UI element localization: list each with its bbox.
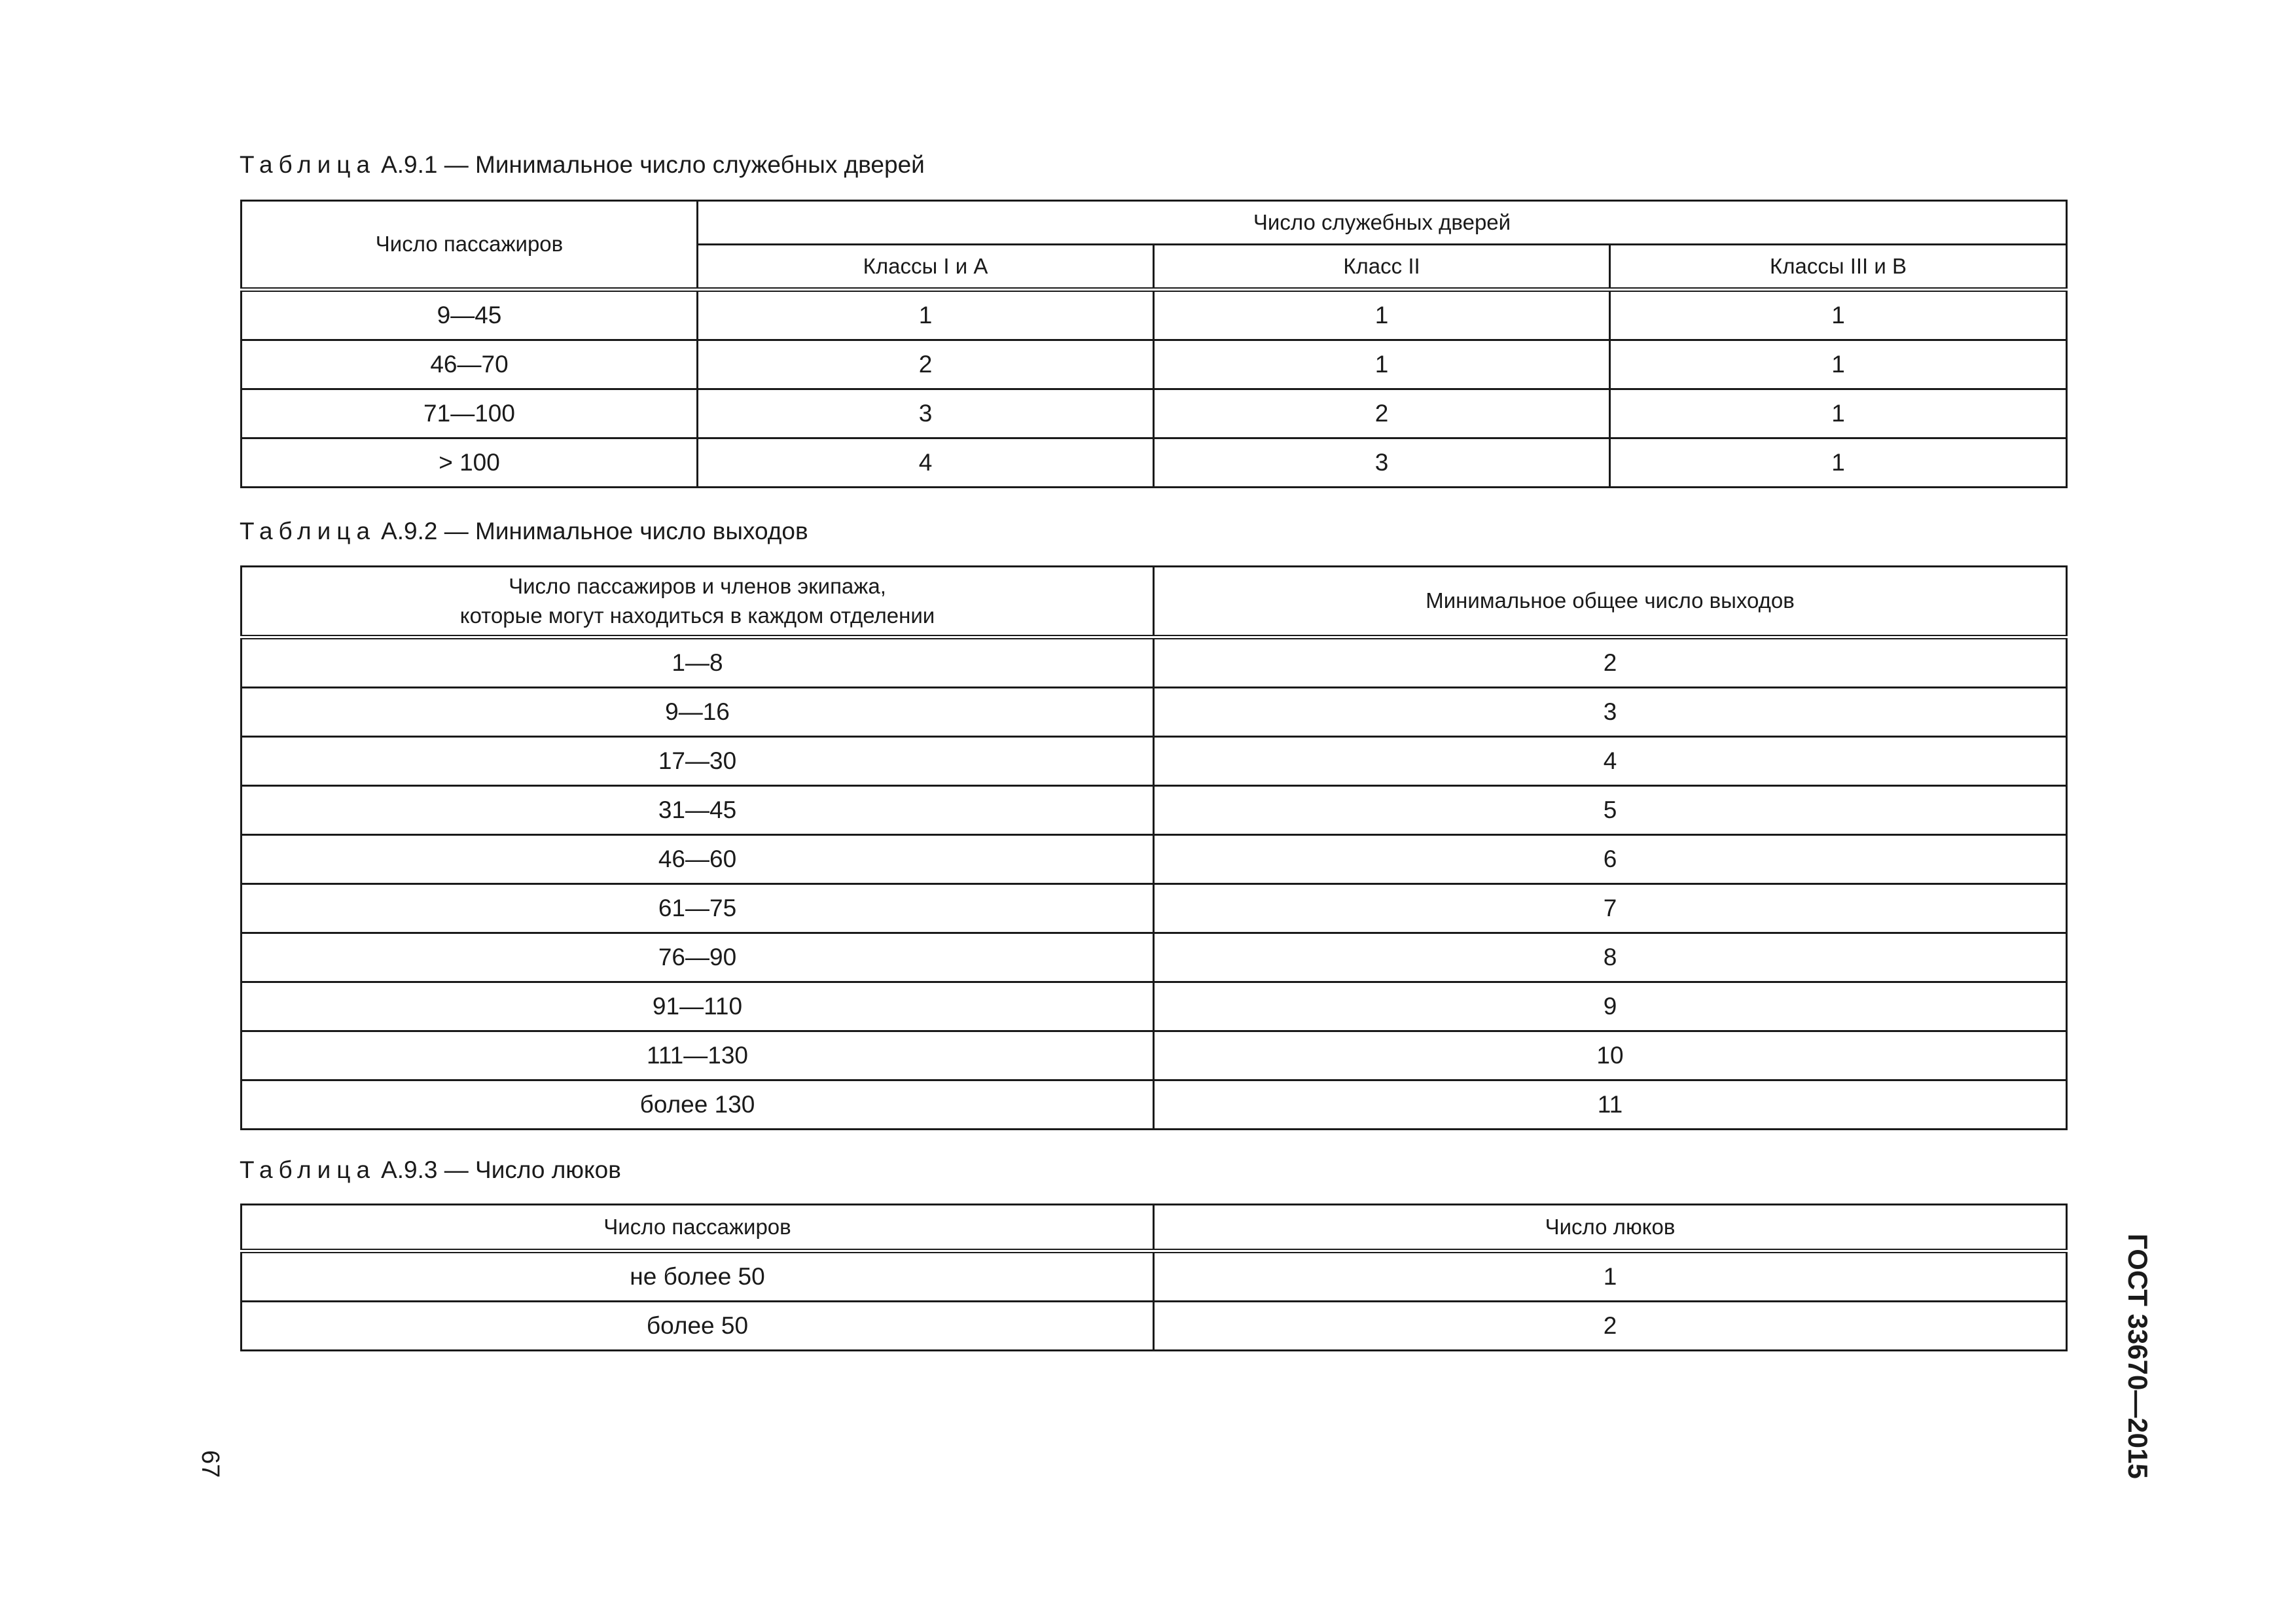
passengers-cell: 71—100	[242, 389, 698, 438]
table3-caption-title: А.9.3 — Число люков	[381, 1156, 621, 1183]
header-service-doors: Число служебных дверей	[698, 201, 2067, 245]
doors-cell: 1	[1610, 340, 2067, 389]
header-class-2: Класс II	[1154, 245, 1610, 290]
table-row	[242, 1080, 2067, 1130]
doors-cell: 4	[698, 438, 1154, 488]
table-row	[242, 637, 2067, 688]
table-row	[242, 737, 2067, 786]
doors-cell: 3	[698, 389, 1154, 438]
exits-cell: 5	[1154, 786, 2067, 835]
range-cell: более 130	[242, 1080, 1154, 1130]
header-occupants	[242, 567, 1154, 637]
table-service-doors	[240, 200, 2068, 488]
exits-cell: 8	[1154, 933, 2067, 982]
doors-cell: 1	[698, 290, 1154, 340]
table-row	[242, 1251, 2067, 1302]
table-row	[242, 438, 2067, 488]
exits-cell: 3	[1154, 688, 2067, 737]
doors-cell: 2	[698, 340, 1154, 389]
passengers-cell: 9—45	[242, 290, 698, 340]
exits-cell: 9	[1154, 982, 2067, 1031]
header-occupants-line2: которые могут находиться в каждом отделении	[459, 603, 935, 628]
header-class-3-b: Классы III и В	[1610, 245, 2067, 290]
header-hatches: Число люков	[1154, 1205, 2067, 1251]
table-row	[242, 982, 2067, 1031]
range-cell: 17—30	[242, 737, 1154, 786]
passengers-cell: более 50	[242, 1302, 1154, 1351]
standard-designation: ГОСТ 33670—2015	[2123, 1234, 2153, 1479]
header-passengers: Число пассажиров	[242, 1205, 1154, 1251]
range-cell: 91—110	[242, 982, 1154, 1031]
range-cell: 61—75	[242, 884, 1154, 933]
table-row	[242, 290, 2067, 340]
doors-cell: 2	[1154, 389, 1610, 438]
range-cell: 9—16	[242, 688, 1154, 737]
table2-caption	[240, 519, 808, 543]
table-row	[242, 688, 2067, 737]
table-row	[242, 340, 2067, 389]
header-class-1-a: Классы I и А	[698, 245, 1154, 290]
range-cell: 111—130	[242, 1031, 1154, 1080]
range-cell: 1—8	[242, 637, 1154, 688]
passengers-cell: > 100	[242, 438, 698, 488]
table-row	[242, 786, 2067, 835]
passengers-cell: не более 50	[242, 1251, 1154, 1302]
exits-cell: 2	[1154, 637, 2067, 688]
exits-cell: 11	[1154, 1080, 2067, 1130]
doors-cell: 3	[1154, 438, 1610, 488]
table1-caption-title: А.9.1 — Минимальное число служебных дверей	[381, 151, 925, 178]
table2-caption-title: А.9.2 — Минимальное число выходов	[381, 518, 808, 544]
table-minimum-exits	[240, 565, 2068, 1130]
range-cell: 76—90	[242, 933, 1154, 982]
passengers-cell: 46—70	[242, 340, 698, 389]
exits-cell: 10	[1154, 1031, 2067, 1080]
table1-caption	[240, 152, 925, 177]
exits-cell: 7	[1154, 884, 2067, 933]
doors-cell: 1	[1610, 438, 2067, 488]
table3-caption-word: Таблица	[240, 1156, 376, 1183]
table-row	[242, 1302, 2067, 1351]
page-number: 67	[196, 1450, 224, 1478]
exits-cell: 4	[1154, 737, 2067, 786]
doors-cell: 1	[1154, 290, 1610, 340]
hatches-cell: 2	[1154, 1302, 2067, 1351]
table-hatches	[240, 1204, 2068, 1351]
table-row	[242, 933, 2067, 982]
range-cell: 31—45	[242, 786, 1154, 835]
header-passengers: Число пассажиров	[242, 201, 698, 290]
table2-caption-word: Таблица	[240, 518, 376, 544]
table-row	[242, 884, 2067, 933]
table-row	[242, 1031, 2067, 1080]
table1-caption-word: Таблица	[240, 151, 376, 178]
doors-cell: 1	[1154, 340, 1610, 389]
header-min-exits: Минимальное общее число выходов	[1154, 567, 2067, 637]
table3-caption	[240, 1158, 621, 1182]
table-row	[242, 389, 2067, 438]
hatches-cell: 1	[1154, 1251, 2067, 1302]
exits-cell: 6	[1154, 835, 2067, 884]
doors-cell: 1	[1610, 290, 2067, 340]
doors-cell: 1	[1610, 389, 2067, 438]
table-row	[242, 835, 2067, 884]
header-occupants-line1: Число пассажиров и членов экипажа,	[509, 573, 886, 598]
range-cell: 46—60	[242, 835, 1154, 884]
